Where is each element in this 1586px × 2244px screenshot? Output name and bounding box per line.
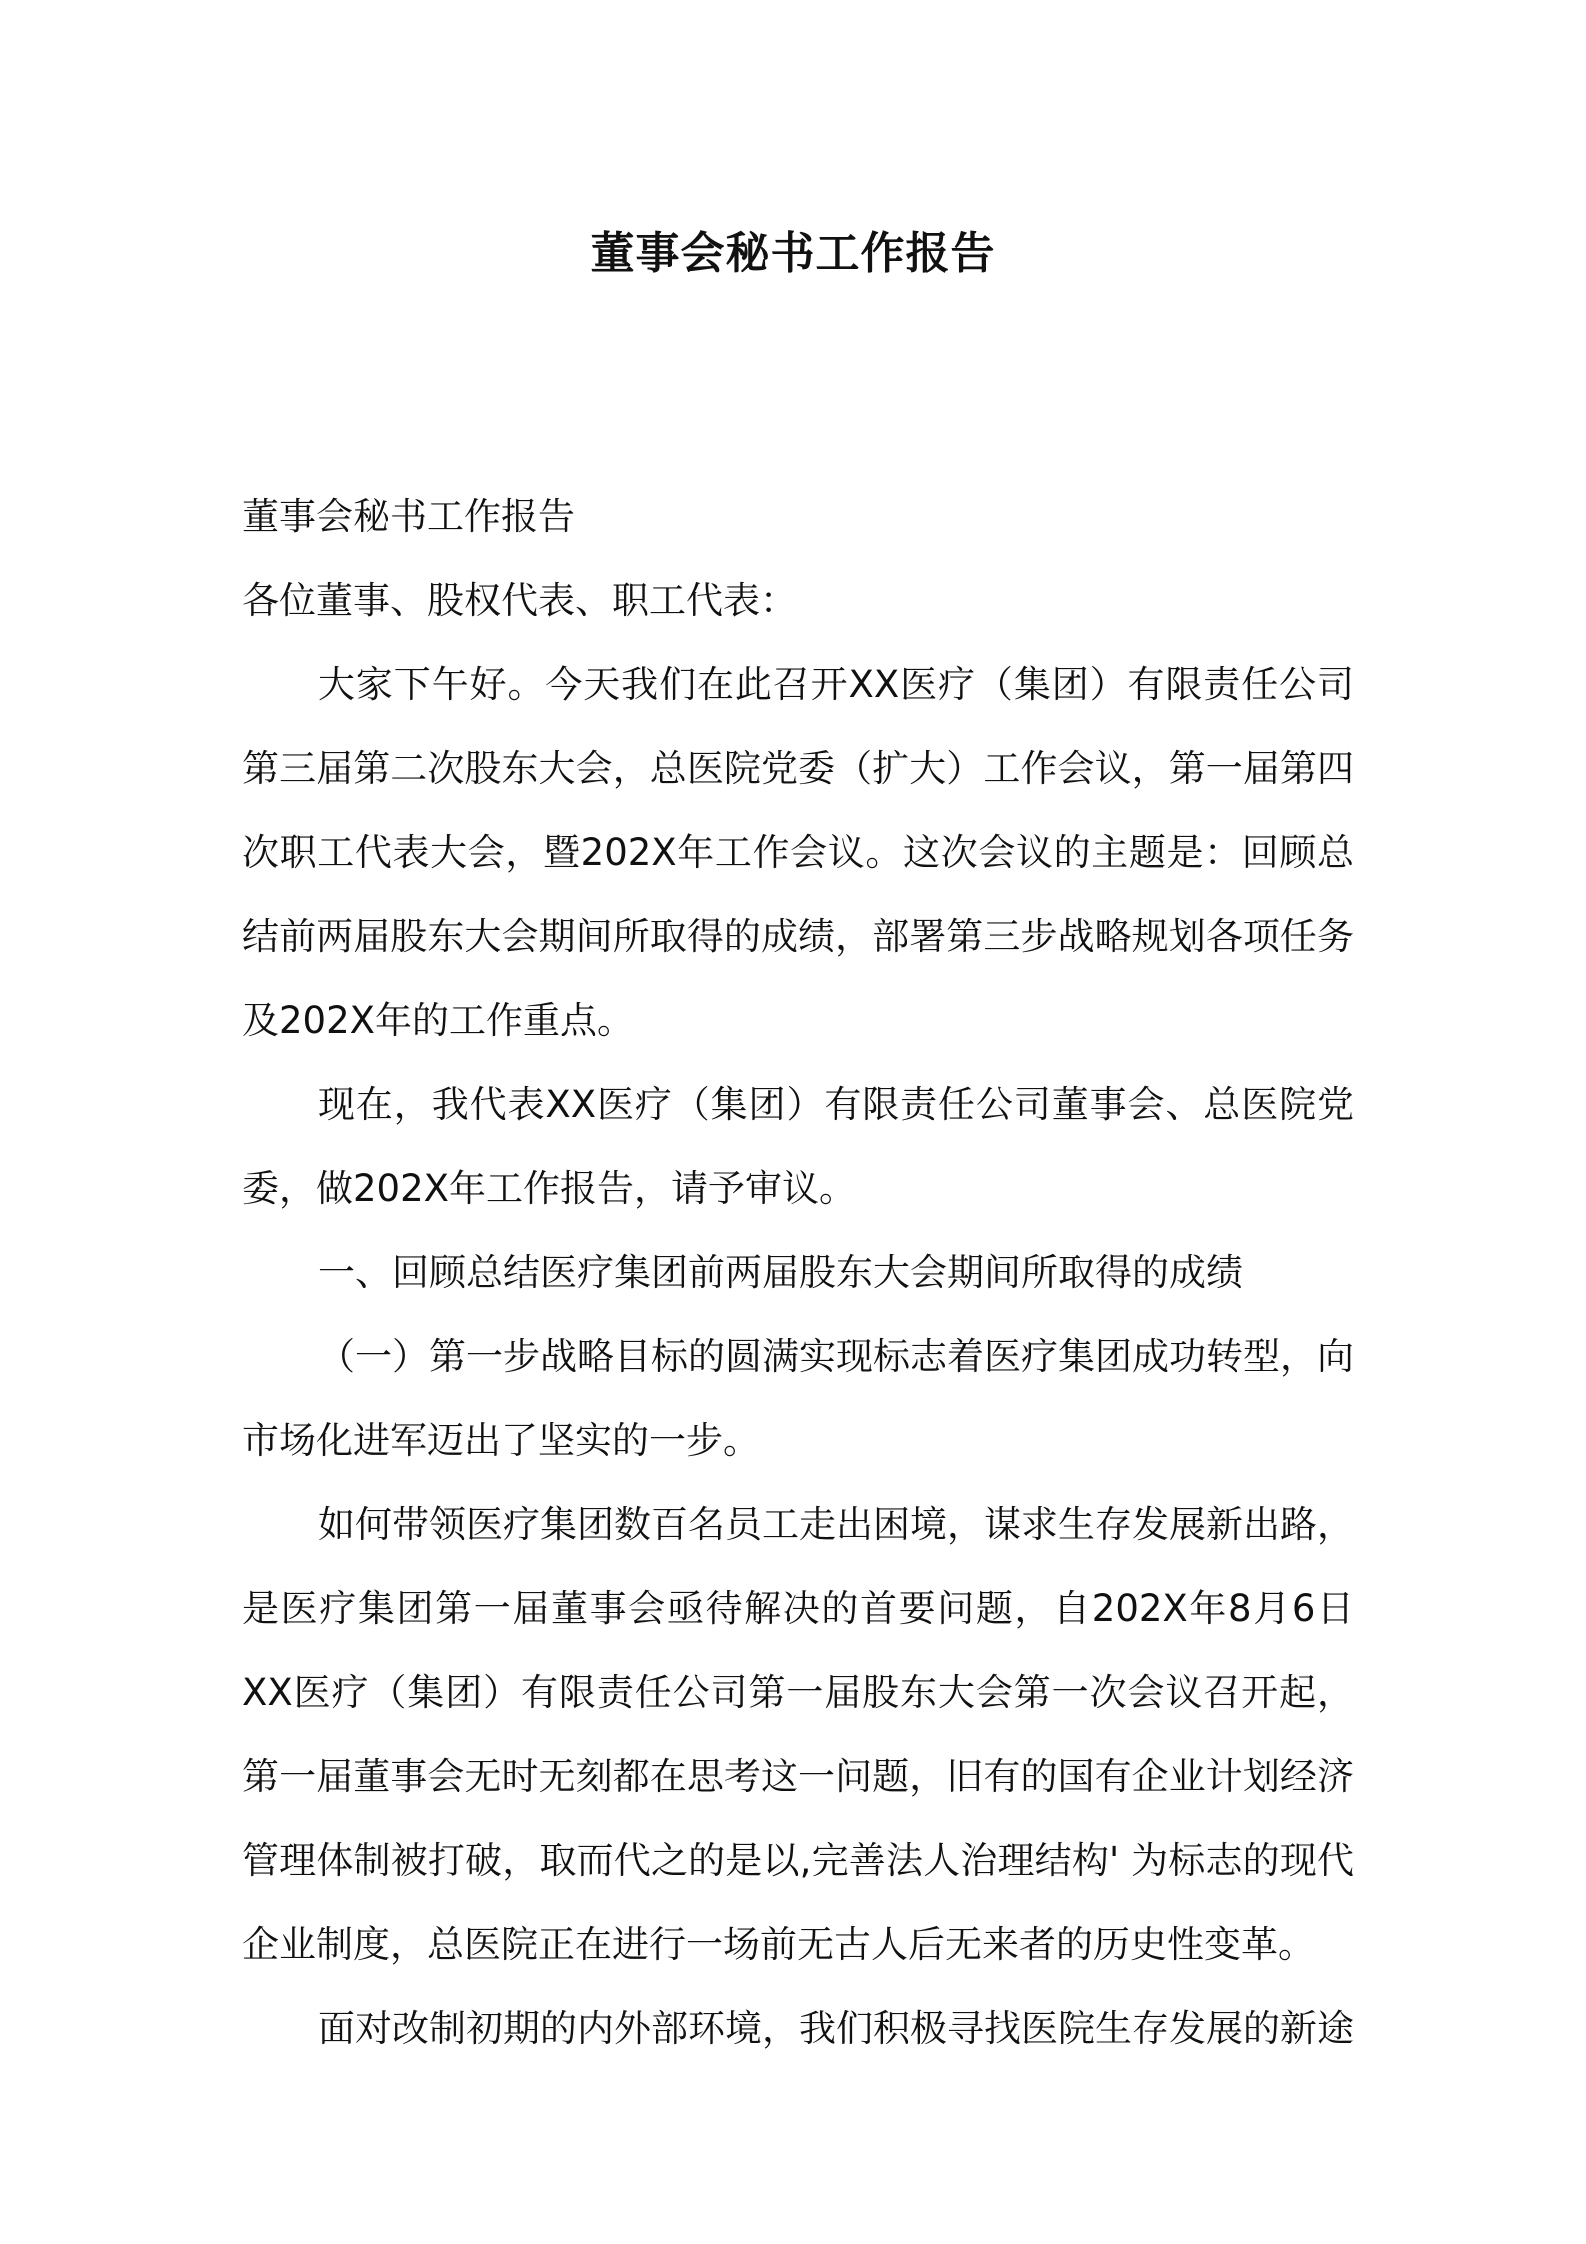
- subsection-heading-1: （一）第一步战略目标的圆满实现标志着医疗集团成功转型，向市场化进军迈出了坚实的一步。: [242, 1335, 1354, 1462]
- document-title: 董事会秘书工作报告: [590, 228, 996, 279]
- paragraph-greeting: 大家下午好。今天我们在此召开XX医疗（集团）有限责任公司第三届第二次股东大会，总医院党委（扩大）工作会议，第一届第四次职工代表大会，暨202X年工作会议。这次会议的主题是：回顾总结前两届股东大会期间所取得的成绩，部署第三步战略规划各项任务及202X年的工作重点。: [242, 663, 1354, 1042]
- paragraph-body: 面对改制初期的内外部环境，我们积极寻找医院生存发展的新途: [318, 2007, 1354, 2050]
- paragraph-heading: 董事会秘书工作报告: [242, 495, 575, 538]
- document-body: [242, 475, 1354, 2071]
- paragraph-report-intro: 现在，我代表XX医疗（集团）有限责任公司董事会、总医院党委，做202X年工作报告，请予审议。: [242, 1083, 1354, 1210]
- section-heading-1: 一、回顾总结医疗集团前两届股东大会期间所取得的成绩: [318, 1251, 1243, 1294]
- paragraph-salutation: 各位董事、股权代表、职工代表：: [242, 579, 797, 622]
- paragraph-body: 如何带领医疗集团数百名员工走出困境，谋求生存发展新出路，是医疗集团第一届董事会亟待解决的首要问题，自202X年8月6日XX医疗（集团）有限责任公司第一届股东大会第一次会议召开起，第一届董事会无时无刻都在思考这一问题，旧有的国有企业计划经济管理体制被打破，取而代之的是以,完善法人治理结构' 为标志的现代企业制度，总医院正在进行一场前无古人后无来者的历史性变革。: [242, 1503, 1354, 1966]
